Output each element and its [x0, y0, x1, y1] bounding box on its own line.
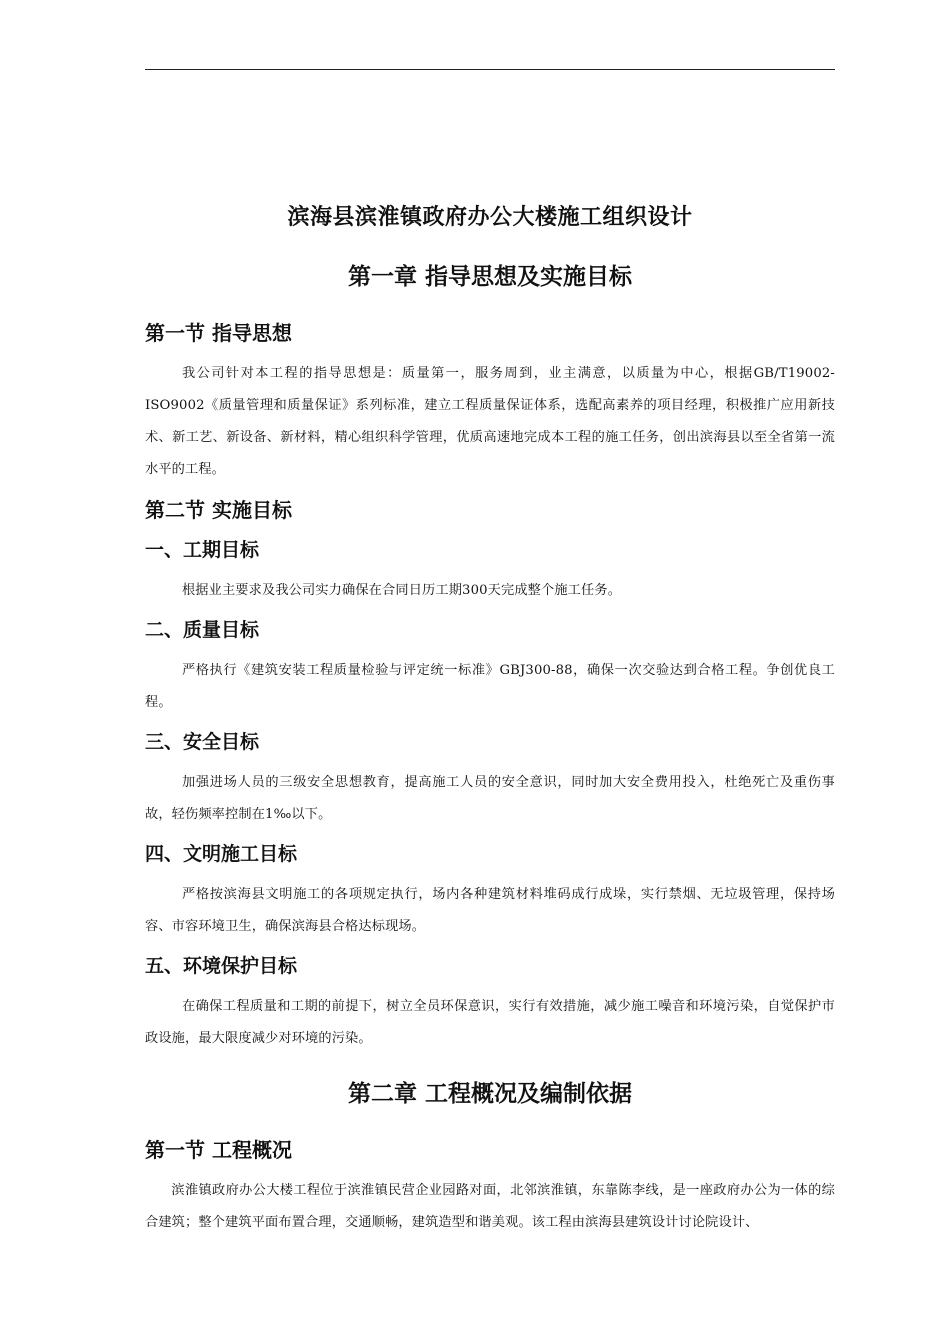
project-overview-paragraph: 滨淮镇政府办公大楼工程位于滨淮镇民营企业园路对面，北邻滨淮镇，东靠陈李线，是一座政府办公为一体的综合建筑；整个建筑平面布置合理，交通顺畅，建筑造型和谐美观。该工程由滨海县建筑设计讨论院设计、: [145, 1183, 835, 1230]
civilized-construction-goal-heading: 四、文明施工目标: [145, 843, 298, 865]
chapter-1-section-2-title: 第二节 实施目标: [145, 498, 292, 522]
header-rule: [145, 69, 835, 70]
schedule-goal-heading: 一、工期目标: [145, 539, 260, 561]
chapter-2-title: 第二章 工程概况及编制依据: [347, 1081, 632, 1107]
guiding-principle-paragraph: 我公司针对本工程的指导思想是：质量第一，服务周到，业主满意，以质量为中心，根据GB/T19002-ISO9002《质量管理和质量保证》系列标准，建立工程质量保证体系，选配高素养的项目经理，积极推广应用新技术、新工艺、新设备、新材料，精心组织科学管理，优质高速地完成本工程的施工任务，创出滨海县以至全省第一流水平的工程。: [145, 366, 835, 477]
quality-goal-heading: 二、质量目标: [145, 619, 260, 641]
quality-goal-text: 严格执行《建筑安装工程质量检验与评定统一标准》GBJ300-88，确保一次交验达到合格工程。争创优良工程。: [145, 663, 835, 710]
chapter-2-section-1-title: 第一节 工程概况: [145, 1138, 292, 1162]
safety-goal-text: 加强进场人员的三级安全思想教育，提高施工人员的安全意识，同时加大安全费用投入，杜绝死亡及重伤事故，轻伤频率控制在1‰以下。: [145, 775, 835, 822]
document-title: 滨海县滨淮镇政府办公大楼施工组织设计: [287, 204, 693, 230]
environment-goal-heading: 五、环境保护目标: [145, 955, 298, 977]
safety-goal-heading: 三、安全目标: [145, 731, 260, 753]
document-body: [145, 190, 835, 1247]
civilized-construction-goal-text: 严格按滨海县文明施工的各项规定执行，场内各种建筑材料堆码成行成垛，实行禁烟、无垃圾管理，保持场容、市容环境卫生，确保滨海县合格达标现场。: [145, 887, 835, 934]
schedule-goal-text: 根据业主要求及我公司实力确保在合同日历工期300天完成整个施工任务。: [181, 583, 622, 598]
chapter-1-section-1-title: 第一节 指导思想: [145, 321, 292, 345]
environment-goal-text: 在确保工程质量和工期的前提下，树立全员环保意识，实行有效措施，减少施工噪音和环境污染，自觉保护市政设施，最大限度减少对环境的污染。: [145, 999, 835, 1046]
chapter-1-title: 第一章 指导思想及实施目标: [347, 264, 632, 290]
